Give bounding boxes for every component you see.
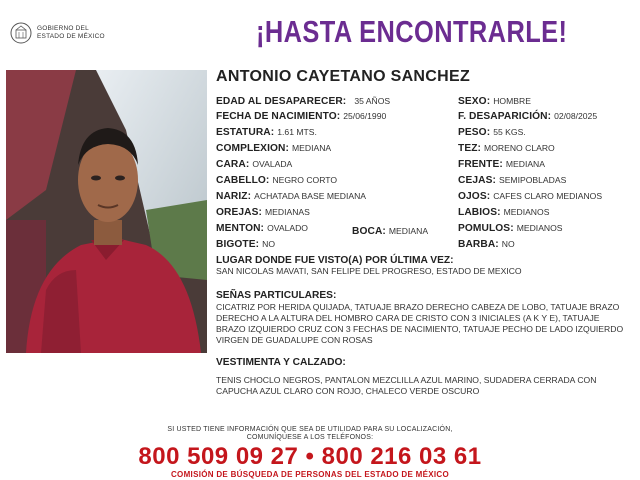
field-value: 02/08/2025 xyxy=(554,111,598,121)
field-ojos xyxy=(458,191,602,202)
person-photo xyxy=(6,70,207,353)
person-name: ANTONIO CAYETANO SANCHEZ xyxy=(216,68,471,85)
field-value: 25/06/1990 xyxy=(343,111,387,121)
commission-name: COMISIÓN DE BÚSQUEDA DE PERSONAS DEL ESTADO DE MÉXICO xyxy=(170,470,449,479)
field-value: MORENO CLARO xyxy=(484,143,555,153)
field-orejas xyxy=(216,207,310,218)
field-label: F. DESAPARICIÓN: xyxy=(458,111,552,122)
field-label: BOCA: xyxy=(352,226,386,237)
field-bigote xyxy=(216,239,275,250)
field-label: POMULOS: xyxy=(458,223,514,234)
field-value: HOMBRE xyxy=(493,96,531,106)
field-tez xyxy=(458,143,555,154)
field-frente xyxy=(458,159,545,170)
headline: ¡HASTA ENCONTRARLE! xyxy=(256,14,568,49)
field-label: COMPLEXION: xyxy=(216,143,289,154)
field-estatura xyxy=(216,127,317,138)
field-value: NEGRO CORTO xyxy=(272,175,338,185)
field-barba xyxy=(458,239,515,250)
field-label: CARA: xyxy=(216,159,250,170)
field-value: MEDIANA xyxy=(505,159,545,169)
field-cejas xyxy=(458,175,566,186)
phone-number-1[interactable]: 800 509 09 27 xyxy=(138,443,299,470)
field-label: FECHA DE NACIMIENTO: xyxy=(216,111,341,122)
field-value: 1.61 MTS. xyxy=(277,127,317,137)
field-nariz xyxy=(216,191,366,202)
field-value: MEDIANAS xyxy=(265,207,310,217)
phone-numbers xyxy=(0,443,620,471)
field-labios xyxy=(458,207,549,218)
contact-note-line-2: COMUNÍQUESE A LOS TELÉFONOS: xyxy=(246,434,374,441)
field-value: ACHATADA BASE MEDIANA xyxy=(254,191,367,201)
logo-text xyxy=(37,25,105,41)
field-label: PESO: xyxy=(458,127,491,138)
logo-line-1: GOBIERNO DEL xyxy=(37,25,89,32)
field-value: SEMIPOBLADAS xyxy=(498,175,567,185)
field-label: MENTON: xyxy=(216,223,265,234)
state-seal-icon xyxy=(10,22,32,44)
field-peso xyxy=(458,127,526,138)
field-value: NO xyxy=(262,239,276,249)
government-logo xyxy=(10,22,130,46)
field-nacimiento xyxy=(216,111,386,122)
field-label: LABIOS: xyxy=(458,207,501,218)
logo-line-2: ESTADO DE MÉXICO xyxy=(37,33,105,40)
phone-number-2[interactable]: 800 216 03 61 xyxy=(321,443,482,470)
field-menton xyxy=(216,223,308,234)
field-value: MEDIANOS xyxy=(503,207,550,217)
field-label: ESTATURA: xyxy=(216,127,275,138)
field-value: NO xyxy=(501,239,515,249)
field-boca xyxy=(352,226,428,237)
contact-note-line-1: SI USTED TIENE INFORMACIÓN QUE SEA DE UTILIDAD PARA SU LOCALIZACIÓN, xyxy=(167,426,453,433)
field-value: MEDIANA xyxy=(388,226,429,236)
field-desaparicion xyxy=(458,111,597,122)
vestimenta-label: VESTIMENTA Y CALZADO: xyxy=(216,357,346,368)
phone-separator: • xyxy=(305,443,315,470)
field-value: OVALADO xyxy=(267,223,308,233)
field-label: OREJAS: xyxy=(216,207,262,218)
field-label: EDAD AL DESAPARECER: xyxy=(216,96,347,107)
field-label: CABELLO: xyxy=(216,175,270,186)
field-label: OJOS: xyxy=(458,191,491,202)
field-cara xyxy=(216,159,292,170)
field-label: CEJAS: xyxy=(458,175,496,186)
field-label: BIGOTE: xyxy=(216,239,260,250)
field-label: TEZ: xyxy=(458,143,482,154)
field-label: SEXO: xyxy=(458,96,491,107)
field-complexion xyxy=(216,143,331,154)
field-pomulos xyxy=(458,223,563,234)
field-label: FRENTE: xyxy=(458,159,503,170)
field-value: MEDIANA xyxy=(291,143,332,153)
field-value: CAFES CLARO MEDIANOS xyxy=(493,191,603,201)
field-label: NARIZ: xyxy=(216,191,252,202)
field-value: OVALADA xyxy=(252,159,293,169)
senas-label: SEÑAS PARTICULARES: xyxy=(216,290,337,301)
field-label: BARBA: xyxy=(458,239,499,250)
field-value: 35 AÑOS xyxy=(354,96,391,106)
senas-value: CICATRIZ POR HERIDA QUIJADA, TATUAJE BRAZO DERECHO CABEZA DE LOBO, TATUAJE BRAZO DERECHO A LA ALTURA DEL HOMBRO CARA DE CRISTO CON 3 INICIALES (A K Y E), TATUAJE BRAZO IZQUIERDO CRUZ CON 3 FECHAS DE NACIMIENTO, TATUAJE PECHO DE LADO IZQUIERDO VIRGEN DE GUADALUPE CON ROSAS xyxy=(216,302,624,345)
lugar-label: LUGAR DONDE FUE VISTO(A) POR ÚLTIMA VEZ: xyxy=(216,255,454,266)
field-sexo xyxy=(458,96,531,107)
field-cabello xyxy=(216,175,337,186)
vestimenta-value: TENIS CHOCLO NEGROS, PANTALON MEZCLILLA AZUL MARINO, SUDADERA CERRADA CON CAPUCHA AZUL CLARO CON ROJO, CHALECO VERDE OSCURO xyxy=(216,375,597,396)
field-value: 55 KGS. xyxy=(493,127,526,137)
field-edad xyxy=(216,96,390,107)
field-value: MEDIANOS xyxy=(516,223,563,233)
lugar-value: SAN NICOLAS MAVATI, SAN FELIPE DEL PROGRESO, ESTADO DE MEXICO xyxy=(216,266,522,276)
